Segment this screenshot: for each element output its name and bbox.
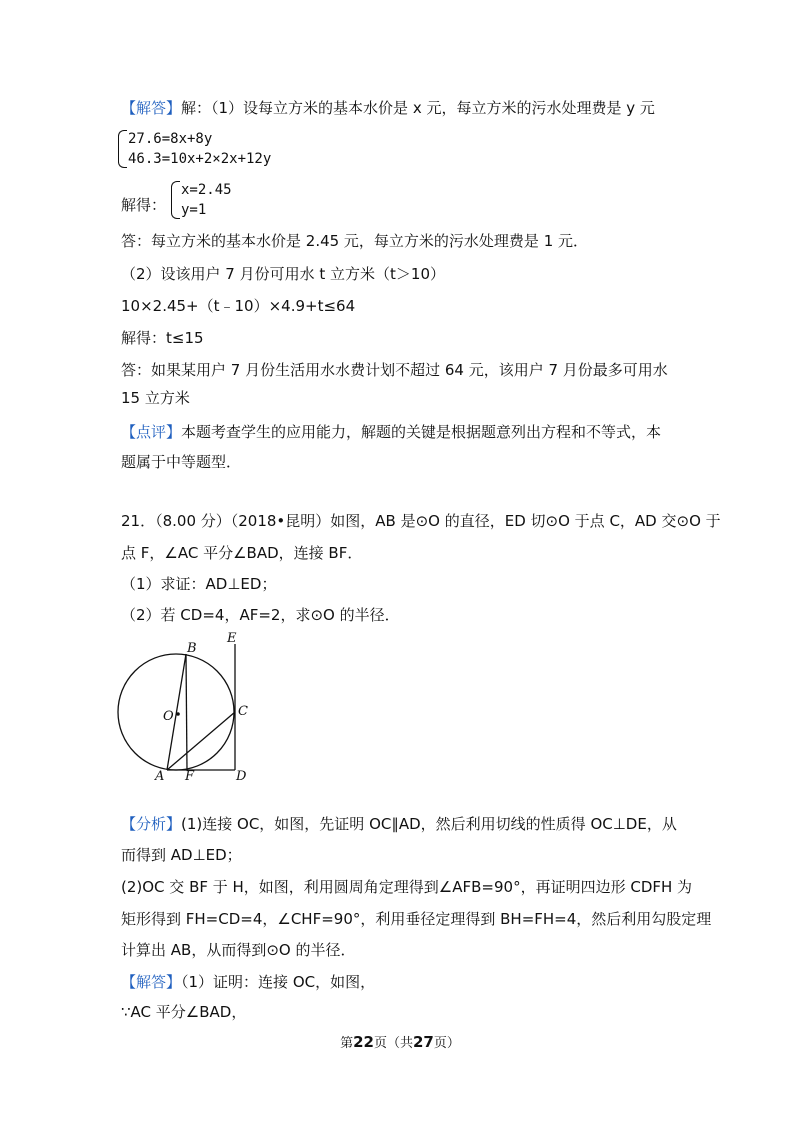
analysis-line-3: (2)OC 交 BF 于 H，如图，利用圆周角定理得到∠AFB=90°，再证明四边形 CDFH 为	[121, 878, 693, 896]
label-e: E	[227, 631, 237, 646]
analysis-line-1	[121, 814, 677, 834]
solution-tag: 【解答】	[121, 99, 182, 117]
comment-tag: 【点评】	[121, 423, 182, 441]
result-x: x=2.45	[181, 182, 232, 198]
equation-system	[118, 130, 318, 170]
equation-1: 27.6=8x+8y	[128, 131, 213, 147]
comment-line-1	[121, 422, 661, 442]
solution-21-line-2: ∵AC 平分∠BAD，	[121, 1003, 247, 1021]
footer-total-pages: 27	[413, 1033, 434, 1051]
equation-2: 46.3=10x+2×2x+12y	[128, 151, 272, 167]
center-point-o	[176, 712, 180, 716]
solution-intro-text: 解：（1）设每立方米的基本水价是 x 元，每立方米的污水处理费是 y 元	[181, 99, 655, 117]
answer-2-line-2: 15 立方米	[121, 389, 190, 407]
label-a: A	[155, 769, 165, 784]
line-ac	[167, 712, 235, 770]
inequality-solution: 解得：t≤15	[121, 329, 204, 347]
analysis-line-2: 而得到 AD⊥ED；	[121, 846, 242, 864]
label-d: D	[236, 769, 247, 784]
result-brace	[171, 181, 180, 219]
solve-label: 解得：	[121, 196, 167, 214]
comment-line-2: 题属于中等题型．	[121, 453, 242, 471]
result-system	[171, 181, 291, 221]
label-b: B	[187, 641, 197, 656]
system-brace	[118, 130, 127, 168]
footer-mid: 页（共	[373, 1036, 413, 1051]
label-o: O	[163, 709, 174, 724]
footer-page-number: 22	[353, 1033, 374, 1051]
geometry-figure	[117, 630, 267, 785]
footer-post: 页）	[433, 1036, 460, 1051]
label-f: F	[185, 769, 195, 784]
comment-text-a: 本题考查学生的应用能力，解题的关键是根据题意列出方程和不等式，本	[181, 423, 662, 441]
result-y: y=1	[181, 202, 207, 218]
analysis-line-4: 矩形得到 FH=CD=4，∠CHF=90°，利用垂径定理得到 BH=FH=4，然后利用勾股定理	[121, 910, 712, 928]
question-21-part-2: （2）若 CD=4，AF=2，求⊙O 的半径．	[121, 606, 400, 624]
solution-21-tag: 【解答】	[121, 973, 182, 991]
question-21-part-1: （1）求证：AD⊥ED；	[121, 575, 277, 593]
question-21-line-1: 21．（8.00 分）（2018•昆明）如图，AB 是⊙O 的直径，ED 切⊙O 于点 C，AD 交⊙O 于	[121, 512, 721, 530]
solution-intro	[121, 98, 655, 118]
part-2-setup: （2）设该用户 7 月份可用水 t 立方米（t＞10）	[121, 265, 446, 283]
analysis-tag: 【分析】	[121, 815, 182, 833]
inequality: 10×2.45+（t﹣10）×4.9+t≤64	[121, 297, 356, 315]
solution-21-text-1: （1）证明：连接 OC，如图，	[181, 973, 376, 991]
analysis-line-5: 计算出 AB，从而得到⊙O 的半径．	[121, 941, 356, 959]
solution-21-line-1	[121, 972, 375, 992]
answer-1: 答：每立方米的基本水价是 2.45 元，每立方米的污水处理费是 1 元．	[121, 232, 589, 250]
question-21-line-2: 点 F，∠AC 平分∠BAD，连接 BF．	[121, 544, 363, 562]
answer-2-line-1: 答：如果某用户 7 月份生活用水水费计划不超过 64 元，该用户 7 月份最多可用水	[121, 361, 668, 379]
page-footer	[0, 1032, 800, 1051]
label-c: C	[238, 704, 248, 719]
footer-pre: 第	[340, 1036, 354, 1051]
analysis-text-1: (1)连接 OC，如图，先证明 OC∥AD，然后利用切线的性质得 OC⊥DE，从	[181, 815, 677, 833]
